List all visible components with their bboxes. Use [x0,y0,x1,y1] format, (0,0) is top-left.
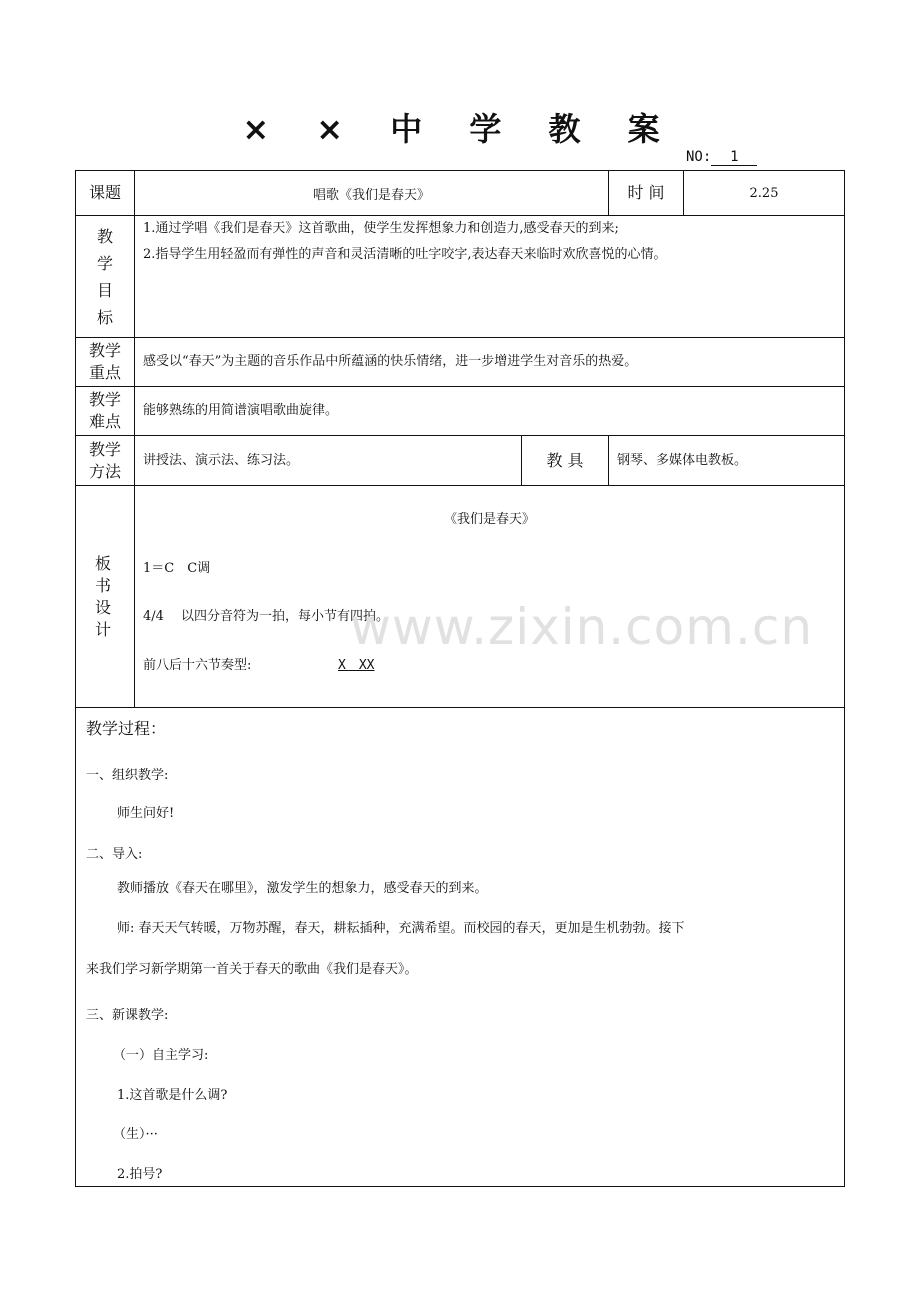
difficulties-label: 教学 难点 [88,390,121,431]
answer-1: （生）··· [113,1127,158,1142]
number-label: NO: [686,149,712,165]
goal-item: 1.通过学唱《我们是春天》这首歌曲，使学生发挥想象力和创造力,感受春天的到来; [143,221,619,236]
topic-label: 课题 [88,183,121,202]
tools-label: 教 具 [546,450,584,470]
time-value: 2.25 [749,185,779,201]
key-points-text: 感受以“春天”为主题的音乐作品中所蕴涵的快乐情绪，进一步增进学生对音乐的热爱。 [143,354,638,369]
section-2-paragraph-1: 教师播放《春天在哪里》，激发学生的想象力，感受春天的到来。 [117,881,488,896]
section-1-title: 一、组织教学: [86,768,169,783]
key-points-label: 教学 重点 [88,341,121,382]
section-3-title: 三、新课教学: [86,1008,169,1023]
section-3-subtitle: （一）自主学习: [113,1048,209,1063]
goals-label: 教 学 目 标 [96,226,113,327]
question-1: 1.这首歌是什么调? [117,1088,228,1103]
goals-content [143,216,843,337]
board-title: 《我们是春天》 [443,512,535,527]
section-2-paragraph-2b: 来我们学习新学期第一首关于春天的歌曲《我们是春天》。 [86,962,418,977]
tools-text: 钢琴、多媒体电教板。 [617,452,748,468]
board-meter: 4/4 以四分音符为一拍，每小节有四拍。 [143,609,390,624]
board-rhythm-value: X XX [338,658,375,673]
method-text: 讲授法、演示法、练习法。 [143,452,300,468]
board-rhythm-label: 前八后十六节奏型: [143,658,252,673]
question-2: 2.拍号? [117,1167,163,1182]
section-2-paragraph-2a: 师: 春天天气转暖，万物苏醒，春天，耕耘插种，充满希望。而校园的春天，更加是生机勃勃。接下 [117,921,685,936]
goal-item: 2.指导学生用轻盈而有弹性的声音和灵活清晰的吐字咬字,表达春天来临时欢欣喜悦的心情。 [143,247,667,262]
topic-value: 唱歌《我们是春天》 [312,187,430,203]
time-label: 时 间 [627,183,665,202]
difficulties-text: 能够熟练的用简谱演唱歌曲旋律。 [143,403,339,418]
document-number [686,149,757,166]
section-2-title: 二、导入: [86,847,143,862]
process-title: 教学过程： [86,719,167,738]
document-title: × × 中 学 教 案 [242,110,678,148]
watermark: www.zixin.com.cn [350,598,814,656]
board-label: 板 书 设 计 [94,553,115,639]
board-key: 1＝C C调 [143,561,211,576]
number-value: 1 [711,149,757,166]
method-label: 教学 方法 [88,439,121,481]
section-1-text: 师生问好! [117,806,175,821]
